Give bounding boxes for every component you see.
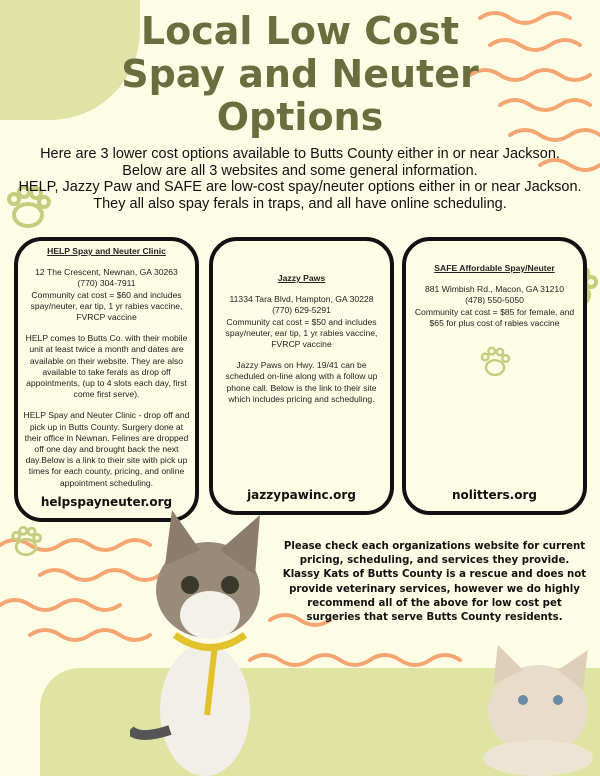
closing-note: Please check each organizations website for current pricing, scheduling, and services they provide. Klassy Kats of Butts County is a rescue and does not provide veterinary services, however we do highly recommend all of the above for low cost pet surgeries that serve Butts County residents. — [282, 541, 587, 624]
card-website-link[interactable]: helpspayneuter.org — [40, 494, 173, 509]
intro-line: HELP, Jazzy Paw and SAFE are low-cost spay/neuter options either in or near Jackson. — [18, 179, 582, 195]
card-address: 881 Wimbish Rd., Macon, GA 31210 — [424, 284, 564, 295]
card-cost: Community cat cost = $85 for female, and $65 for plus cost of rabies vaccine — [414, 306, 575, 328]
page-title — [0, 10, 600, 139]
card-paragraph: HELP Spay and Neuter Clinic - drop off and pick up in Butts County. Surgery done at their office in Newnan. Felines are dropped off one day and brought back the next day.Below is a link to their site with pick up times for each county, pricing, and online appointment scheduling. — [23, 410, 190, 488]
card-cost: Community cat cost = $50 and includes spay/neuter, ear tip, 1 yr rabies vaccine, FVRCP vaccine — [225, 316, 378, 350]
card-address: 12 The Crescent, Newnan, GA 30263 — [35, 267, 178, 278]
card-phone: (770) 304-7911 — [77, 278, 136, 289]
title-line: Options — [216, 95, 384, 139]
intro-line: Below are all 3 websites and some general information. — [122, 162, 478, 179]
card-website-link[interactable]: nolitters.org — [452, 488, 537, 502]
card-heading: SAFE Affordable Spay/Neuter — [434, 263, 555, 273]
card-phone: (770) 629-5291 — [272, 305, 331, 316]
card-phone: (478) 550-5050 — [465, 295, 524, 306]
card-cost: Community cat cost = $60 and includes spay/neuter, ear tip, 1 yr rabies vaccine, FVRCP vaccine — [30, 289, 183, 323]
paw-print-icon — [475, 343, 515, 379]
title-line: Spay and Neuter — [121, 52, 479, 96]
intro-line: They all also spay ferals in traps, and all have online scheduling. — [93, 195, 507, 212]
card-address: 11334 Tara Blvd, Hampton, GA 30228 — [229, 294, 374, 305]
card-heading: HELP Spay and Neuter Clinic — [47, 246, 166, 256]
cream-kitten-image — [478, 640, 600, 776]
card-help — [14, 237, 199, 522]
card-heading: Jazzy Paws — [277, 273, 326, 283]
intro-line: Here are 3 lower cost options available to Butts County either in or near Jackson. — [40, 146, 560, 162]
card-paragraph: HELP comes to Butts Co. with their mobile unit at least twice a month and dates are available on their website. They are also available to take ferals as drop off appointments, (up to 4 slots each day, first come first serve). — [25, 333, 188, 400]
card-website-link[interactable]: jazzypawinc.org — [247, 488, 356, 502]
intro-text — [0, 146, 600, 212]
kitten-image — [130, 510, 280, 776]
card-jazzy-paws — [209, 237, 394, 515]
card-paragraph: Jazzy Paws on Hwy. 19/41 can be scheduled on-line along with a follow up phone call. Below is the link to their site which includes pricing and scheduling. — [225, 360, 378, 404]
card-safe — [402, 237, 587, 515]
title-line: Local Low Cost — [140, 9, 460, 53]
